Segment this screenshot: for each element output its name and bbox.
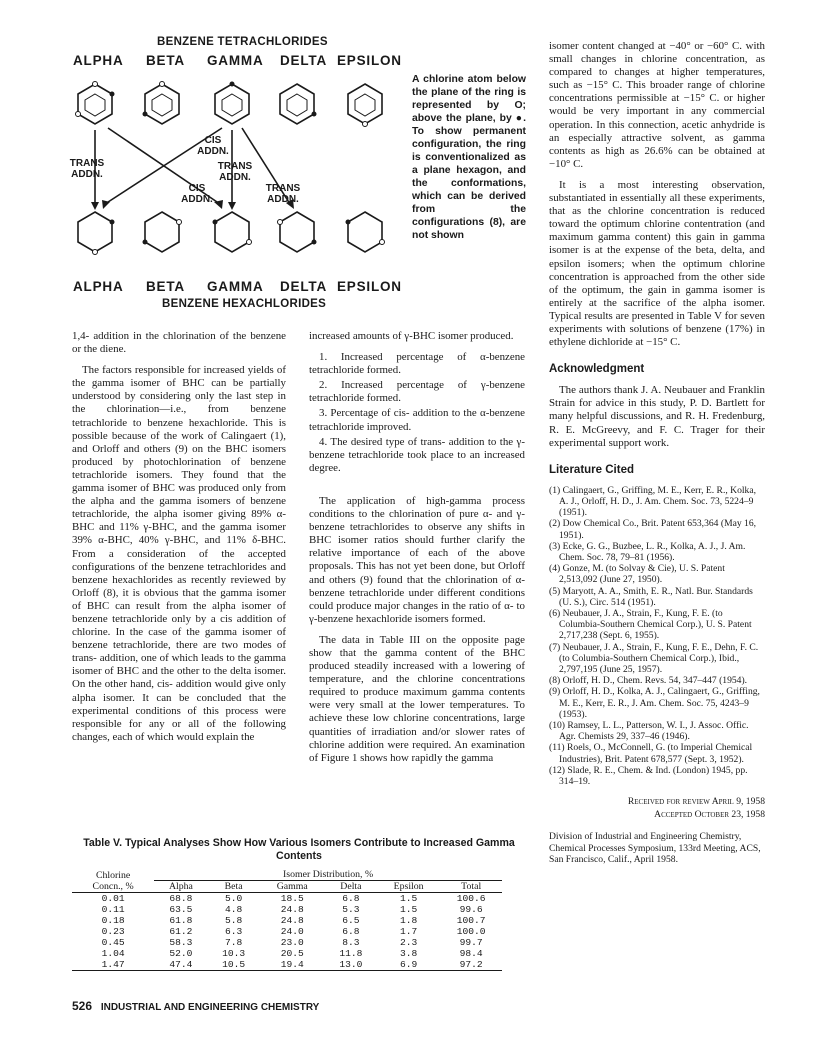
table-row [72,893,502,905]
table-cell: 24.0 [280,926,304,937]
isomer-label: GAMMA [207,279,264,294]
paragraph: The data in Table III on the opposite page show that the gamma content of the BHC produced steadily increased with a lowering of temperature, and the chlorine concentrations required to produce maximum gamma contents were very small at the lower temperatures. To achieve these low chlorine concentrations, large quantities of irradiation and/or slower rates of chlorine addition were required. An examination of Figure 1 shows how rapidly the gamma [309,633,525,764]
chlorine-above-marker [143,112,148,117]
list-item: 3. Percentage of cis- addition to the α-benzene tetrachloride improved. [309,407,525,433]
hexagon-ring [280,84,314,124]
table-cell: 13.0 [325,959,377,971]
division-note: Division of Industrial and Engineering Chemistry, Chemical Processes Symposium, 133rd Meeting, ACS, San Francisco, Calif., April 1958. [549,831,761,865]
isomer-label: BETA [146,279,185,294]
table-row [72,959,502,971]
table-cell: 2.3 [399,937,418,948]
chlorine-below-marker [247,240,252,245]
hexagon-ring [78,84,112,124]
table-cell: 1.7 [399,926,418,937]
table-v [72,837,526,971]
data-table [72,869,502,971]
table-cell: 8.3 [342,937,360,948]
page-number: 526 [72,999,93,1013]
journal-name: INDUSTRIAL AND ENGINEERING CHEMISTRY [100,1002,320,1013]
trans-addn-label: TRANS ADDN. [217,161,253,183]
table-cell: 10.3 [222,948,246,959]
table-cell: 61.8 [169,915,193,926]
hexagon-ring [215,212,249,252]
chlorine-above-marker [312,112,317,117]
table-cell: 99.7 [459,937,483,948]
isomer-label: ALPHA [73,279,124,294]
chlorine-above-marker [110,220,115,225]
arrowhead [91,202,99,210]
reference-item: (1) Calingaert, G., Griffing, M. E., Kerr, E. R., Kolka, A. J., Orloff, H. D., J. Am. Chem. Soc. 73, 5224–9 (1951). [549,484,756,519]
column-header: Total [461,881,482,892]
page-footer [72,999,319,1013]
isomer-label: DELTA [280,279,327,294]
reference-item: (2) Dow Chemical Co., Brit. Patent 653,364 (May 16, 1951). [549,518,757,541]
hexagon-ring [348,84,382,124]
hexagon-ring [215,84,249,124]
figure-top-title: BENZENE TETRACHLORIDES [157,36,328,48]
table-cell: 6.8 [342,893,360,904]
table-cell: 7.8 [224,937,243,948]
paragraph: The application of high-gamma process conditions to the chlorination of pure α- and γ-benzene tetrachlorides to observe any shifts in BHC isomer ratios should further clarify the relative importance of each of the above proposals. This has not yet been done, but Orloff and others (9) found that the chlorination of α-benzene tetrachloride under different conditions could produce major changes in the ratio of α- to γ-benzene hexachloride isomers formed. [309,494,525,625]
table-row [72,926,502,937]
list-item: 2. Increased percentage of γ-benzene tetrachloride formed. [309,379,525,405]
reference-item: (8) Orloff, H. D., Chem. Revs. 54, 347–447 (1954). [549,675,748,687]
chlorine-above-marker [213,220,218,225]
received-date: Received for review April 9, 1958 [627,796,765,808]
table-cell: 6.9 [377,959,441,971]
chlorine-below-marker [76,112,81,117]
chlorine-below-marker [278,220,283,225]
chlorine-conc-cell: 0.01 [101,893,125,904]
table-cell: 23.0 [280,937,304,948]
table-cell: 5.3 [342,904,360,915]
chlorine-conc-cell: 0.45 [101,937,125,948]
table-cell: 5.0 [224,893,243,904]
group-header: Isomer Distribution, % [154,869,502,881]
table-cell: 3.8 [399,948,418,959]
table-row [72,948,502,959]
table-row [72,904,502,915]
column-header: Gamma [276,881,308,892]
right-column [549,40,765,865]
reference-item: (6) Neubauer, J. A., Strain, F., Kung, F. E. (to Columbia-Southern Chemical Corp.), U. S. Patent 2,717,238 (Sept. 6, 1955). [549,608,752,642]
hexagon-ring [355,94,375,116]
chlorine-conc-cell: 0.11 [101,904,125,915]
list-item: 1. Increased percentage of α-benzene tetrachloride formed. [309,351,525,377]
trans-addn-label: TRANS ADDN. [69,158,105,180]
column-header: Epsilon [393,881,424,892]
isomer-label: DELTA [280,53,327,68]
acknowledgment-heading: Acknowledgment [549,363,645,376]
chlorine-below-marker [93,82,98,87]
chlorine-below-marker [363,122,368,127]
accepted-date: Accepted October 23, 1958 [654,809,765,821]
table-cell: 52.0 [169,948,193,959]
table-cell: 63.5 [169,904,193,915]
chlorine-above-marker [143,240,148,245]
table-cell: 1.8 [399,915,418,926]
table-cell: 47.4 [154,959,207,971]
hexagon-ring [78,212,112,252]
chlorine-above-marker [110,92,115,97]
cis-addn-label: CIS ADDN. [197,135,229,157]
hexagon-ring [152,94,172,116]
chlorine-conc-cell: 0.23 [101,926,125,937]
reference-item: (4) Gonze, M. (to Solvay & Cie), U. S. Patent 2,513,092 (June 27, 1950). [549,563,725,586]
chlorine-above-marker [312,240,317,245]
paragraph: The factors responsible for increased yields of the gamma isomer of BHC can be partially understood by considering only the last step in the chlorination—i.e., from benzene tetrachloride to benzene hexachloride. This is possible because of the work of Calingaert (1), and Orloff and others (9) on the BHC isomers produced by photochlorination of benzene tetrachloride isomers. They found that the gamma isomer of BHC was produced only from the alpha and the gamma isomers of benzene tetrachloride, the alpha isomer giving 89% α-BHC and 11% γ-BHC, and the gamma isomer 39% α-BHC, 40% γ-BHC, and 11% δ-BHC. From a consideration of the accepted configurations of the benzene tetrachlorides and benzene hexachlorides as recently reviewed by Orloff (8), it is obvious that the gamma isomer of BHC can result from the alpha isomer of benzene tetrachloride only by a cis addition of chlorine. In the case of the gamma isomer of benzene tetrachloride, there are two modes of trans- addition, one of which leads to the gamma isomer of BHC and the other to the delta isomer. On the other hand, cis- addition would give only alpha isomer. It can be concluded that the experimental conditions of this process were responsible for any or all of the following changes, each of which would explain the [72,364,286,743]
table-cell: 68.8 [169,893,193,904]
table-cell: 11.8 [339,948,363,959]
isomer-label: BETA [146,53,185,68]
reference-item: (7) Neubauer, J. A., Strain, F., Kung, F. E., Dehn, F. C. (to Columbia-Southern Chemical Corp.), Ibid., 2,797,195 (June 25, 1957). [549,641,759,676]
chlorine-above-marker [230,82,235,87]
row-header-1: Chlorine [95,869,131,881]
table-cell: 100.0 [456,926,486,937]
paragraph: isomer content changed at −40° or −60° C. with small changes in chlorine concentration, as compared to changes at higher temperatures, such as −15° C. This broader range of chlorine concentrations permissible at −15° C. or higher would be very important in any commercial operation. In this connection, acetic anhydride is an especially attractive solvent, as gamma contents as high as 26.6% can be obtained at −10° C. [549,40,765,170]
hexagon-ring [85,94,105,116]
paragraph: increased amounts of γ-BHC isomer produced. [309,330,514,342]
table-cell: 24.8 [280,915,304,926]
table-cell: 20.5 [280,948,304,959]
table-cell: 6.3 [224,926,243,937]
paragraph: It is a most interesting observation, substantiated in essentially all these experiments, that as the chlorine concentration is reduced toward the optimum chlorine contentration (and maximum gamma content) this gain in gamma isomer is at the expense of the beta, delta, and epsilon isomers; when the optimum chlorine concentration is approached from the other side of the optimum, the gain in gamma isomer is entirely at the sacrifice of the alpha isomer. Typical results are presented in Table V for seven experiments with solutions of benzene (17%) in ethylene dichloride at −15° C. [549,178,765,349]
hexagon-ring [145,212,179,252]
table-cell: 5.8 [224,915,243,926]
chlorine-below-marker [177,220,182,225]
hexagon-ring [348,212,382,252]
chlorine-below-marker [93,250,98,255]
reference-list [549,485,765,787]
paragraph: 1,4- addition in the chlorination of the benzene or the diene. [72,330,286,356]
reference-item: (10) Ramsey, L. L., Patterson, W. I., J. Assoc. Offic. Agr. Chemists 29, 337–46 (1946). [549,720,749,743]
isomer-label: EPSILON [337,53,402,68]
chlorine-below-marker [380,240,385,245]
reference-item: (5) Maryott, A. A., Smith, E. R., Natl. Bur. Standards (U. S.), Circ. 514 (1951). [549,585,753,608]
table-row [72,937,502,948]
table-row [72,915,502,926]
literature-heading: Literature Cited [549,463,634,476]
acknowledgment-text: The authors thank J. A. Neubauer and Franklin Strain for advice in this study, P. D. Bartlett for many helpful discussions, and R. H. Fredenburg, R. E. McGreevy, and F. C. Trager for their experimental support work. [549,384,765,449]
isomer-row-top [0,53,410,71]
isomer-row-bottom [0,279,410,297]
reference-item: (9) Orloff, H. D., Kolka, A. J., Calingaert, G., Griffing, M. E., Kerr, E. R., J. Am. Chem. Soc. 75, 4243–9 (1953). [549,686,760,720]
table-cell: 4.8 [224,904,243,915]
hexagon-ring [287,94,307,116]
table-cell: 6.5 [342,915,360,926]
arrowhead [228,202,236,210]
chlorine-conc-cell: 1.47 [72,959,154,971]
chlorine-conc-cell: 1.04 [101,948,125,959]
column-header: Delta [340,881,362,892]
table-cell: 1.5 [399,904,418,915]
chlorine-below-marker [160,82,165,87]
table-cell: 98.4 [459,948,483,959]
reference-item: (11) Roels, O., McConnell, G. (to Imperial Chemical Industries), Brit. Patent 678,577 (Sept. 3, 1952). [549,742,753,765]
table-cell: 1.5 [399,893,418,904]
table-cell: 18.5 [280,893,304,904]
reference-item: (12) Slade, R. E., Chem. & Ind. (London) 1945, pp. 314–19. [549,764,748,788]
table-cell: 99.6 [459,904,483,915]
row-header-2: Concn., % [92,880,134,892]
figure-caption: A chlorine atom below the plane of the ring is represented by O; above the plane, by ●. To show permanent configuration, the ring is conventionalized as a plane hexagon, and the conformations, which can be derived from the configurations (8), are not shown [412,74,526,241]
trans-addn-label: TRANS ADDN. [265,183,301,205]
numbered-list [309,351,525,475]
table-cell: 97.2 [440,959,502,971]
isomer-label: ALPHA [73,53,124,68]
table-cell: 6.8 [342,926,360,937]
table-title: Table V. Typical Analyses Show How Various Isomers Contribute to Increased Gamma Contents [83,837,515,862]
middle-column [309,330,525,773]
cis-addn-label: CIS ADDN. [181,183,213,205]
table-cell: 24.8 [280,904,304,915]
list-item: 4. The desired type of trans- addition to the γ-benzene tetrachloride took place to an increased degree. [309,435,525,474]
column-header: Alpha [168,881,193,892]
figure-bottom-title: BENZENE HEXACHLORIDES [162,298,327,310]
chlorine-above-marker [346,220,351,225]
chlorine-conc-cell: 0.18 [101,915,125,926]
column-header: Beta [224,881,243,892]
hexagon-ring [280,212,314,252]
isomer-label: EPSILON [337,279,402,294]
table-cell: 10.5 [208,959,260,971]
reference-item: (3) Ecke, G. G., Buzbee, L. R., Kolka, A. J., J. Am. Chem. Soc. 78, 79–81 (1956). [549,540,746,564]
table-cell: 61.2 [169,926,193,937]
table-cell: 19.4 [260,959,325,971]
hexagon-ring [222,94,242,116]
isomer-label: GAMMA [207,53,264,68]
table-cell: 100.6 [456,893,486,904]
table-body [72,893,502,971]
table-cell: 58.3 [169,937,193,948]
left-column [72,330,286,752]
hexagon-ring [145,84,179,124]
table-cell: 100.7 [456,915,486,926]
